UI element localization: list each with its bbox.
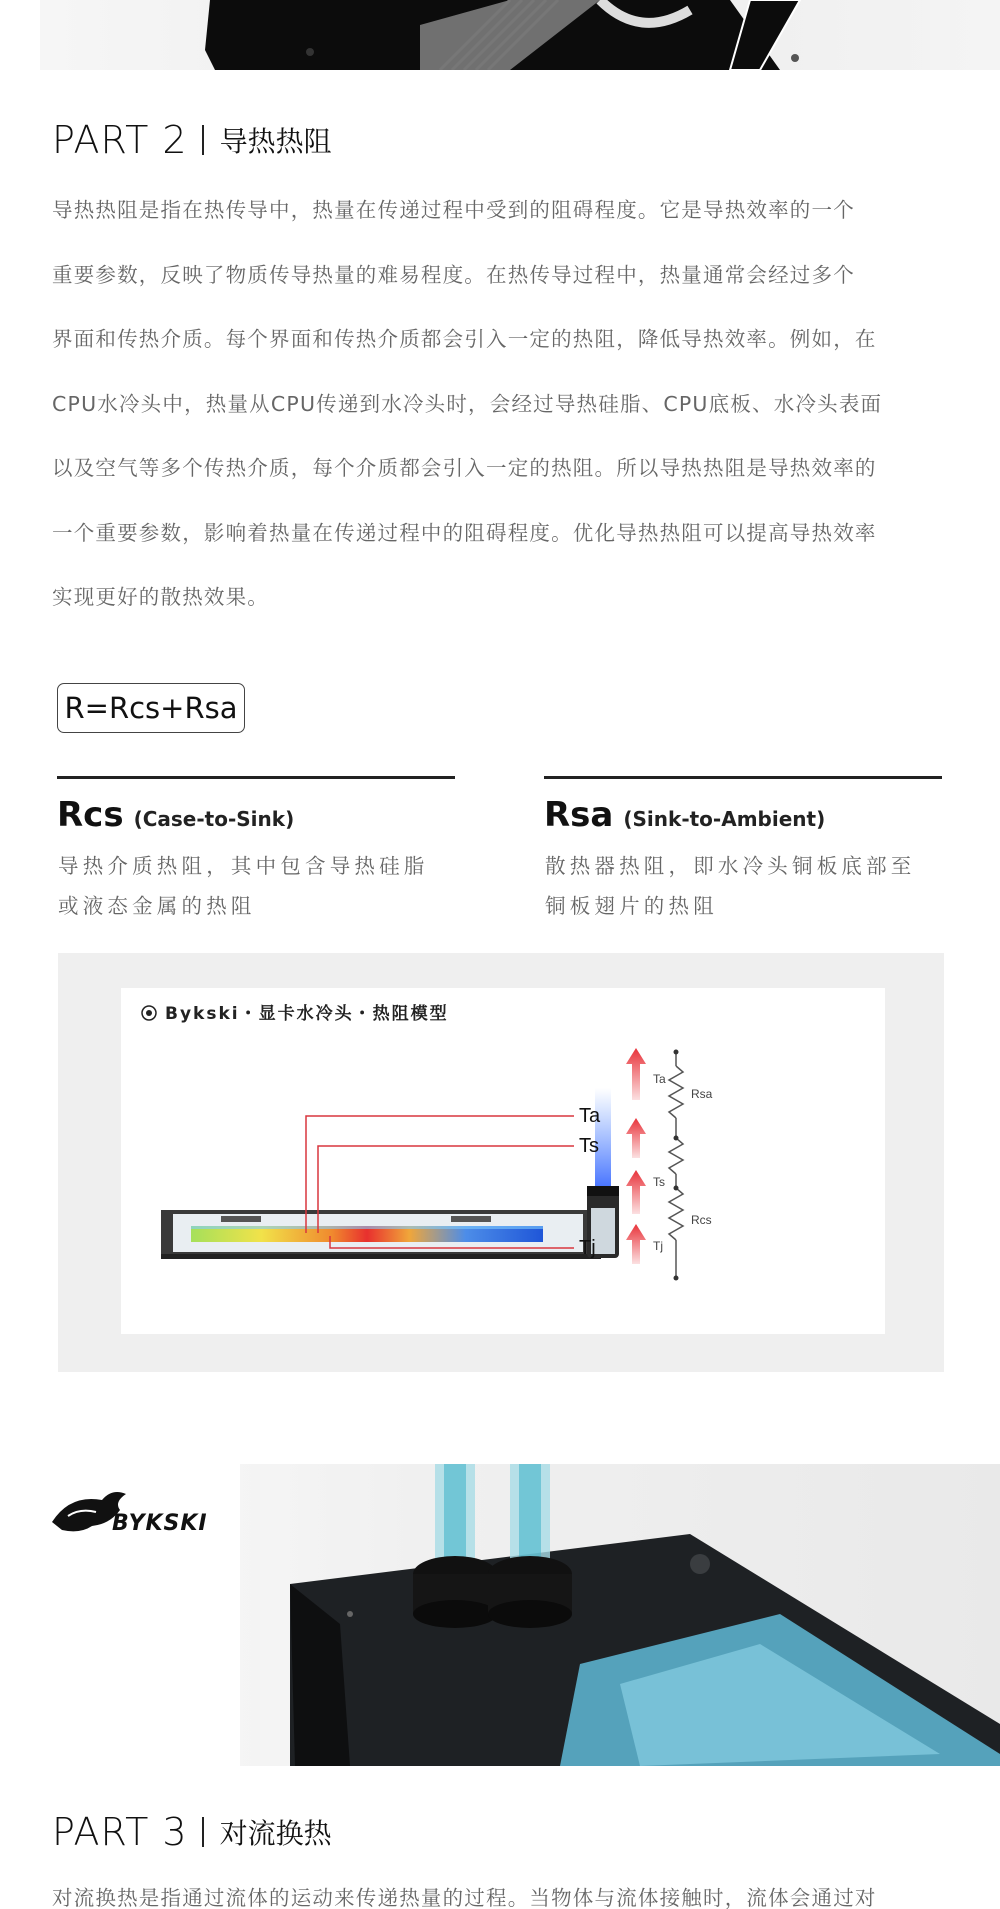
tj-label: Tj	[579, 1237, 596, 1259]
part2-line: CPU水冷头中，热量从CPU传递到水冷头时，会经过导热硅脂、CPU底板、水冷头表面	[52, 391, 883, 416]
thermal-model-diagram	[121, 988, 885, 1334]
rcs-rule	[57, 776, 455, 779]
brand-logo-text: BYKSKI	[112, 1511, 208, 1536]
part2-paragraph	[52, 178, 952, 630]
rcs-label: Rcs	[691, 1213, 712, 1227]
ta-label: Ta	[579, 1105, 601, 1127]
part3-heading	[52, 1808, 332, 1856]
part2-title: 导热热阻	[219, 125, 332, 158]
part3-paragraph	[52, 1878, 952, 1909]
rcs-title: Rcs	[57, 795, 124, 835]
part2-line: 重要参数，反映了物质传导热量的难易程度。在热传导过程中，热量通常会经过多个	[52, 262, 855, 287]
part2-number: PART 2	[52, 118, 188, 162]
tube-fittings	[413, 1464, 572, 1628]
heading-separator	[202, 125, 204, 155]
part2-line: 实现更好的散热效果。	[52, 585, 269, 609]
part3-number: PART 3	[52, 1810, 188, 1854]
rsa-title: Rsa	[544, 795, 614, 835]
rsa-desc-line: 散热器热阻，即水冷头铜板底部至	[545, 854, 916, 878]
rsa-rule	[544, 776, 942, 779]
top-product-photo	[40, 0, 1000, 70]
rsa-desc-line: 铜板翅片的热阻	[545, 894, 718, 918]
rsa-heading	[544, 795, 825, 835]
thermal-model-card	[121, 988, 885, 1334]
side-ta-label: Ta	[653, 1072, 666, 1086]
part3-title: 对流换热	[219, 1817, 332, 1850]
part2-line: 一个重要参数，影响着热量在传递过程中的阻碍程度。优化导热热阻可以提高导热效率	[52, 520, 877, 545]
formula-box: R=Rcs+Rsa	[57, 683, 245, 733]
rsa-label: Rsa	[691, 1087, 713, 1101]
part2-heading	[52, 116, 332, 164]
ts-label: Ts	[579, 1135, 599, 1157]
rcs-desc-line: 导热介质热阻，其中包含导热硅脂	[58, 854, 429, 878]
rsa-description	[545, 846, 916, 926]
heading-separator	[202, 1817, 204, 1847]
rcs-heading	[57, 795, 294, 835]
resistor-chain	[669, 1052, 683, 1278]
part2-line: 界面和传热介质。每个界面和传热介质都会引入一定的热阻，降低导热效率。例如，在	[52, 327, 877, 351]
model-title: Bykski・显卡水冷头・热阻模型	[165, 1004, 449, 1024]
rcs-desc-line: 或液态金属的热阻	[58, 894, 256, 918]
part3-line: 对流换热是指通过流体的运动来传递热量的过程。当物体与流体接触时，流体会通过对	[52, 1886, 877, 1909]
side-tj-label: Tj	[653, 1239, 663, 1253]
water-block-top-image	[40, 0, 1000, 70]
heat-arrows	[626, 1048, 646, 1264]
product-photo	[40, 1464, 1000, 1766]
water-block-photo	[40, 1464, 1000, 1766]
rcs-description	[58, 846, 429, 926]
part2-line: 导热热阻是指在热传导中，热量在传递过程中受到的阻碍程度。它是导热效率的一个	[52, 198, 855, 222]
side-ts-label: Ts	[653, 1175, 665, 1189]
rsa-subtitle: (Sink-to-Ambient)	[623, 807, 826, 831]
water-block-section	[161, 1088, 619, 1259]
part2-line: 以及空气等多个传热介质，每个介质都会引入一定的热阻。所以导热热阻是导热效率的	[52, 456, 877, 480]
rcs-subtitle: (Case-to-Sink)	[133, 807, 295, 831]
